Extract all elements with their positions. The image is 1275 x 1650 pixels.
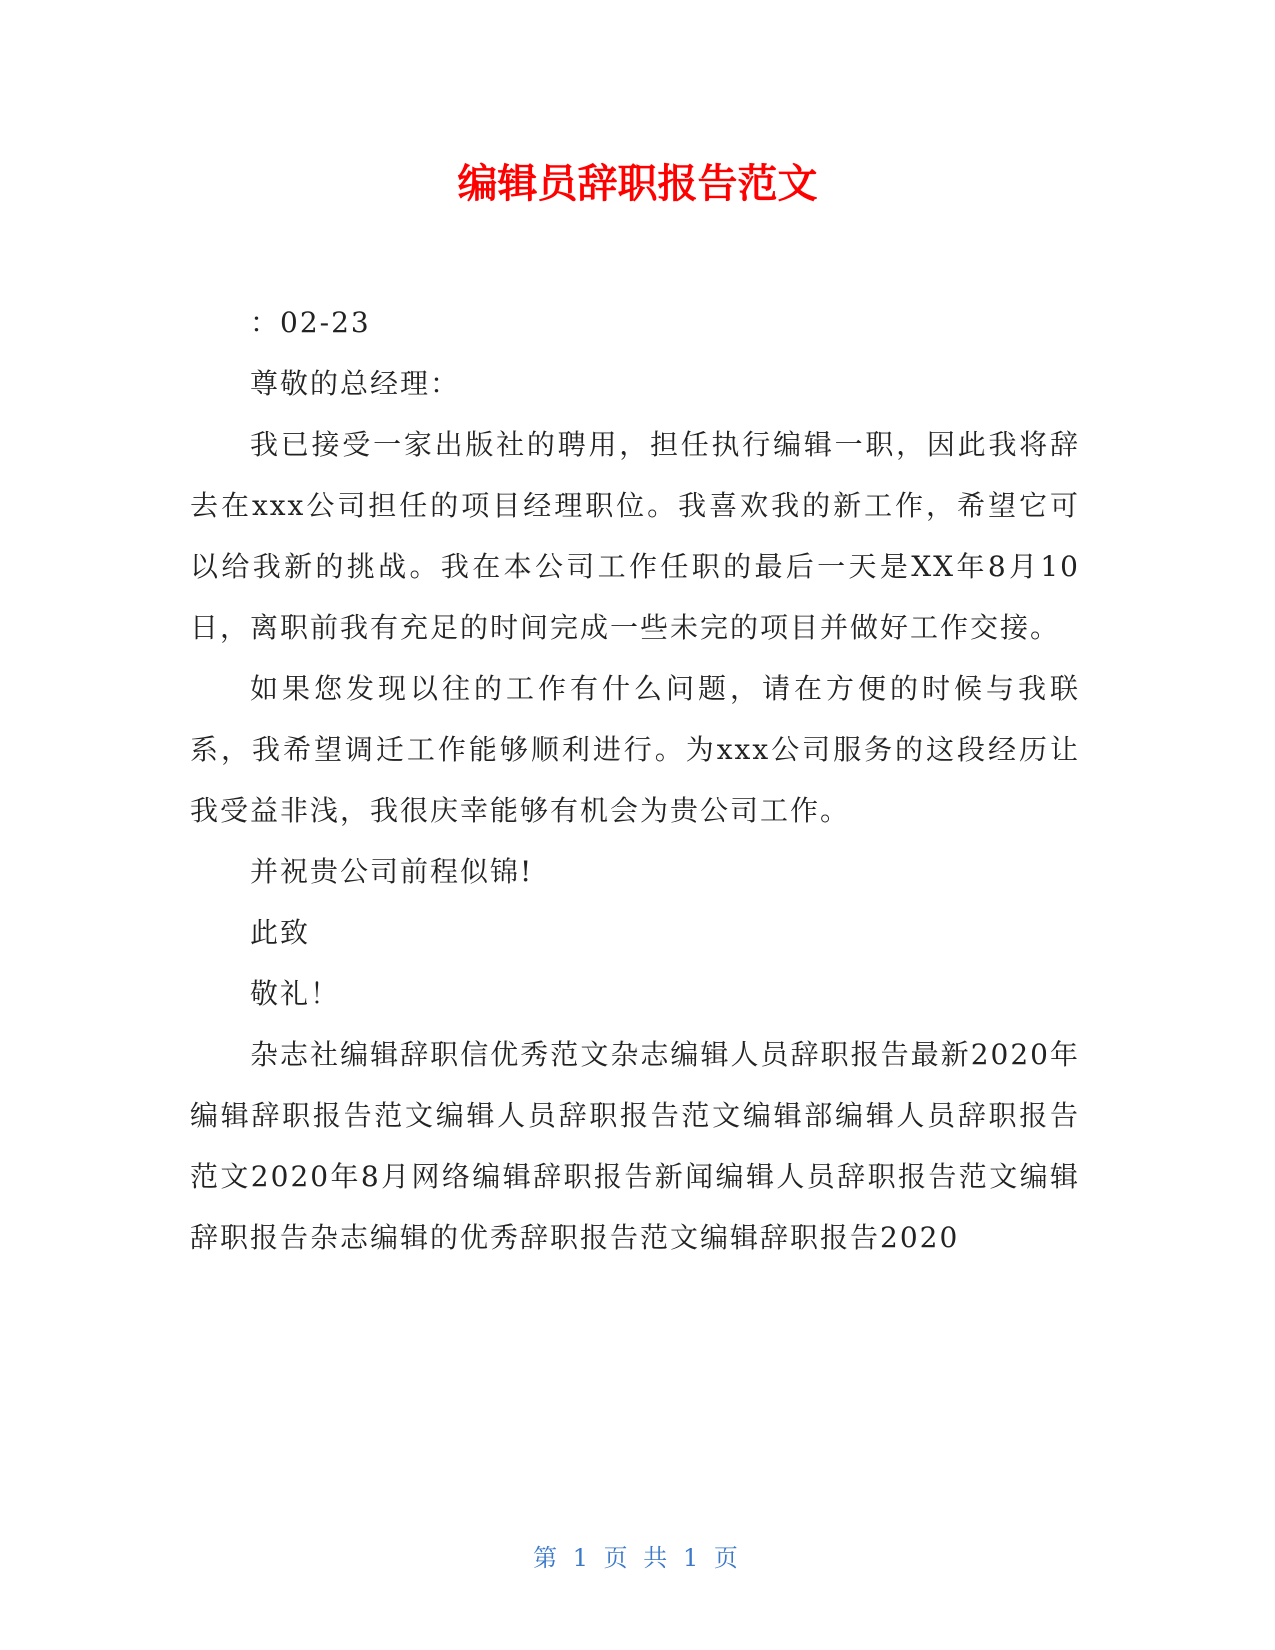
date-line: ：02-23 (250, 306, 371, 339)
paragraph-announcement: 我已接受一家出版社的聘用，担任执行编辑一职，因此我将辞去在xxx公司担任的项目经理职位。我喜欢我的新工作，希望它可以给我新的挑战。我在本公司工作任职的最后一天是XX年8月10日，离职前我有充足的时间完成一些未完的项目并做好工作交接。 (190, 428, 1080, 644)
closing-line-2: 敬礼！ (250, 977, 341, 1010)
closing-line-1: 此致 (250, 916, 311, 949)
related-articles-text: 杂志社编辑辞职信优秀范文杂志编辑人员辞职报告最新2020年编辑辞职报告范文编辑人员辞职报告范文编辑部编辑人员辞职报告范文2020年8月网络编辑辞职报告新闻编辑人员辞职报告范文编辑辞职报告杂志编辑的优秀辞职报告范文编辑辞职报告2020 (190, 1038, 1080, 1254)
paragraph-gratitude: 如果您发现以往的工作有什么问题，请在方便的时候与我联系，我希望调迁工作能够顺利进行。为xxx公司服务的这段经历让我受益非浅，我很庆幸能够有机会为贵公司工作。 (190, 672, 1080, 827)
paragraph-wishes: 并祝贵公司前程似锦! (250, 855, 534, 888)
salutation: 尊敬的总经理： (250, 367, 461, 400)
document-title: 编辑员辞职报告范文 (457, 161, 818, 207)
page-number-footer: 第 1 页 共 1 页 (533, 1544, 742, 1572)
document-body (190, 292, 1080, 1268)
